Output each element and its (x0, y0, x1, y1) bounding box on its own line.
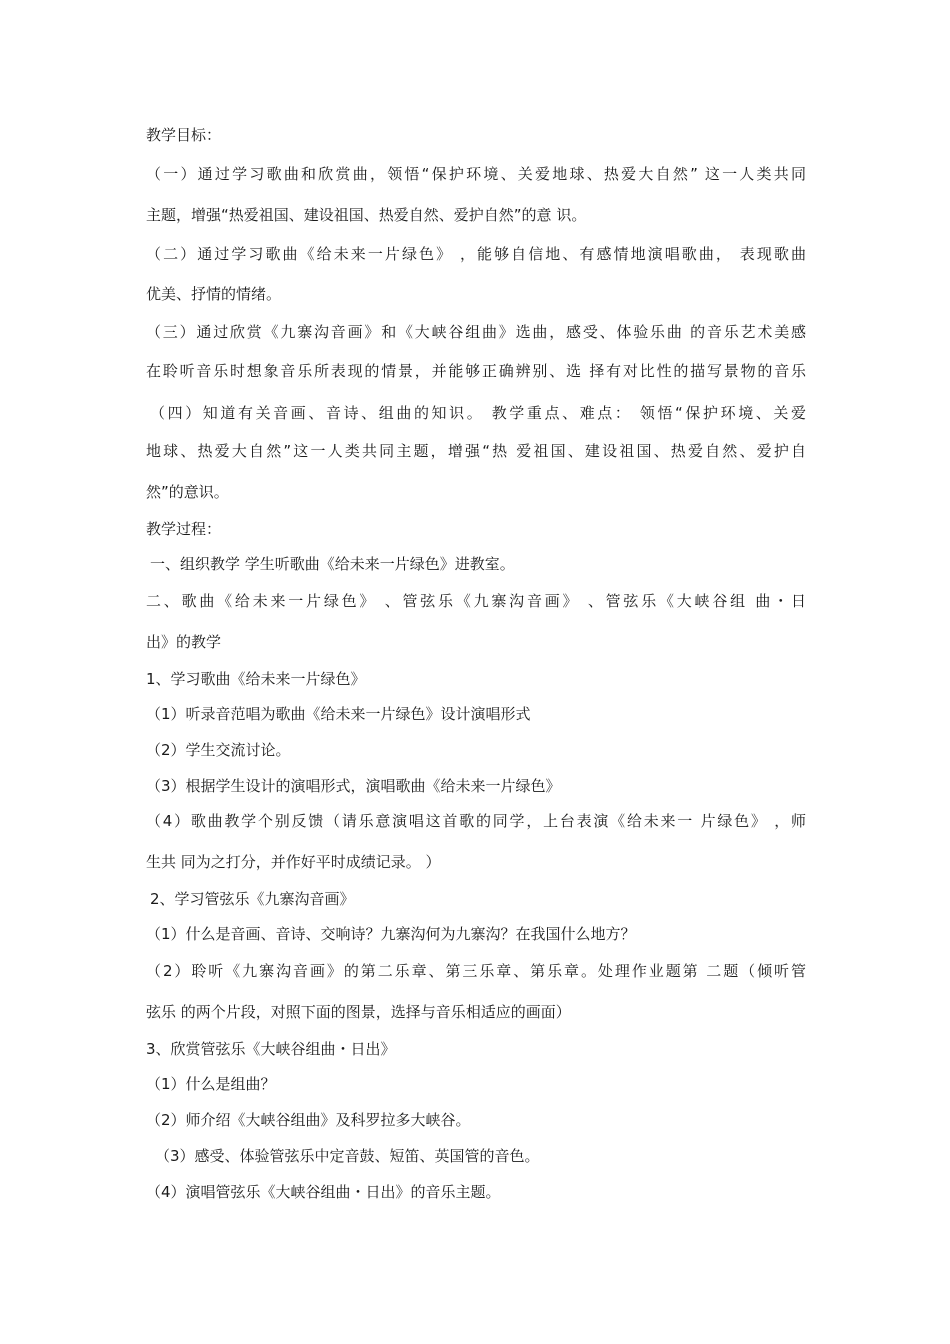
text-line: （二）通过学习歌曲《给未来一片绿色》 ，能够自信地、有感情地演唱歌曲， 表现歌曲 (146, 245, 806, 263)
text-line: （3）根据学生设计的演唱形式，演唱歌曲《给未来一片绿色》 (146, 777, 561, 795)
text-line: （2）师介绍《大峡谷组曲》及科罗拉多大峡谷。 (146, 1111, 471, 1129)
text-line: 在聆听音乐时想象音乐所表现的情景，并能够正确辨别、选 择有对比性的描写景物的音乐 (146, 362, 806, 380)
text-line: 优美、抒情的情绪。 (146, 285, 282, 303)
text-line: 弦乐 的两个片段，对照下面的图景，选择与音乐相适应的画面） (146, 1003, 571, 1021)
text-line: 二、歌曲《给未来一片绿色》 、管弦乐《九寨沟音画》 、管弦乐《大峡谷组 曲・日 (146, 592, 806, 610)
text-line: （1）听录音范唱为歌曲《给未来一片绿色》设计演唱形式 (146, 705, 531, 723)
text-line: 教学目标： (146, 126, 222, 144)
text-line: 地球、热爱大自然”这一人类共同主题，增强“热 爱祖国、建设祖国、热爱自然、爱护自 (146, 442, 806, 460)
text-line: 出》的教学 (146, 633, 222, 651)
text-line: 教学过程： (146, 520, 222, 538)
text-line: （2）聆听《九寨沟音画》的第二乐章、第三乐章、第乐章。处理作业题第 二题（倾听管 (146, 962, 806, 980)
text-line: 1、学习歌曲《给未来一片绿色》 (146, 670, 366, 688)
text-line: 主题，增强“热爱祖国、建设祖国、热爱自然、爱护自然”的意 识。 (146, 206, 587, 224)
text-line: （3）感受、体验管弦乐中定音鼓、短笛、英国管的音色。 (155, 1147, 540, 1165)
text-line: 3、欣赏管弦乐《大峡谷组曲・日出》 (146, 1040, 396, 1058)
text-line: （1）什么是音画、音诗、交响诗？九寨沟何为九寨沟？在我国什么地方？ (146, 925, 636, 943)
text-line: 然”的意识。 (146, 483, 229, 501)
text-line: （三）通过欣赏《九寨沟音画》和《大峡谷组曲》选曲，感受、体验乐曲 的音乐艺术美感 (146, 323, 806, 341)
text-line: 一、组织教学 学生听歌曲《给未来一片绿色》进教室。 (150, 555, 515, 573)
text-line: （4）演唱管弦乐《大峡谷组曲・日出》的音乐主题。 (146, 1183, 501, 1201)
text-line: （一）通过学习歌曲和欣赏曲，领悟“保护环境、关爱地球、热爱大自然” 这一人类共同 (146, 165, 806, 183)
text-line: （2）学生交流讨论。 (146, 741, 291, 759)
text-line: 2、学习管弦乐《九寨沟音画》 (150, 890, 355, 908)
text-line: 生共 同为之打分，并作好平时成绩记录。 ） (146, 853, 441, 871)
text-line: （四）知道有关音画、音诗、组曲的知识。 教学重点、难点： 领悟“保护环境、关爱 (150, 404, 806, 422)
text-line: （1）什么是组曲？ (146, 1075, 276, 1093)
text-line: （4）歌曲教学个别反馈（请乐意演唱这首歌的同学，上台表演《给未来一 片绿色》 ，师 (146, 812, 806, 830)
